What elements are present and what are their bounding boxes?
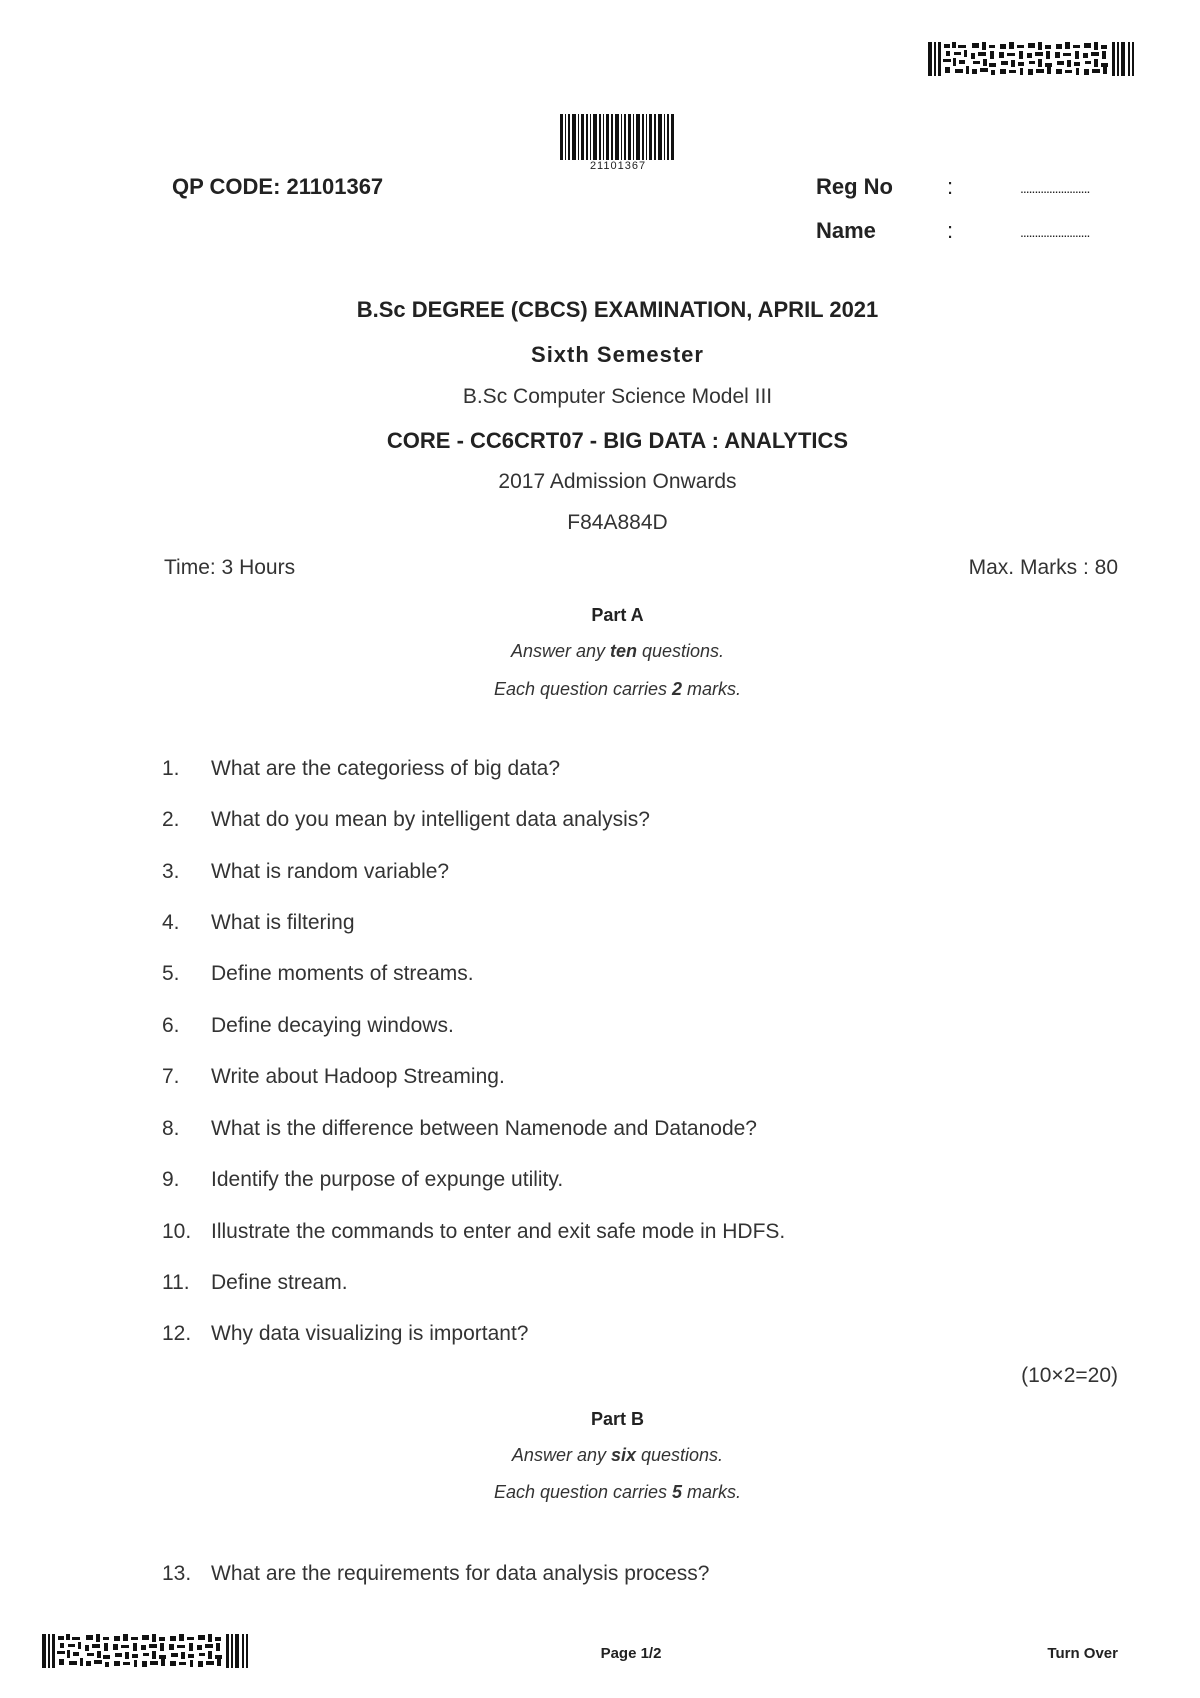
question: 3. What is random variable? — [162, 860, 450, 883]
question: 12. Why data visualizing is important? — [162, 1322, 529, 1345]
question: 9. Identify the purpose of expunge utility. — [162, 1168, 564, 1191]
barcode-number: 21101367 — [589, 160, 647, 172]
exam-course: CORE - CC6CRT07 - BIG DATA : ANALYTICS — [386, 428, 849, 453]
question: 8. What is the difference between Namenode and Datanode? — [162, 1117, 757, 1140]
barcode-center-icon — [560, 114, 676, 160]
barcode-bottom-left-icon — [42, 1634, 248, 1668]
exam-title: B.Sc DEGREE (CBCS) EXAMINATION, APRIL 2021 — [356, 297, 879, 322]
part-b-instruction-1: Answer any six questions. — [511, 1445, 724, 1465]
question: 2. What do you mean by intelligent data analysis? — [162, 808, 650, 831]
page-number: Page 1/2 — [600, 1645, 662, 1662]
name-colon: : — [947, 218, 954, 243]
part-a-instruction-2: Each question carries 2 marks. — [493, 679, 742, 699]
barcode-top-right-icon — [928, 42, 1134, 76]
question: 1. What are the categoriess of big data? — [162, 757, 561, 780]
part-a-total: (10×2=20) — [1021, 1364, 1118, 1387]
exam-max-marks: Max. Marks : 80 — [968, 556, 1118, 579]
question: 4. What is filtering — [162, 911, 355, 934]
reg-no-field[interactable]: ........................ — [1020, 180, 1090, 196]
name-field[interactable]: ........................ — [1020, 224, 1090, 240]
part-b-instruction-2: Each question carries 5 marks. — [493, 1482, 742, 1502]
question: 11. Define stream. — [162, 1271, 348, 1294]
part-b-title: Part B — [590, 1409, 644, 1429]
exam-time: Time: 3 Hours — [164, 556, 296, 579]
question: 5. Define moments of streams. — [162, 962, 474, 985]
exam-code: F84A884D — [567, 511, 668, 534]
question: 7. Write about Hadoop Streaming. — [162, 1065, 505, 1088]
reg-no-colon: : — [947, 174, 954, 199]
qp-code: QP CODE: 21101367 — [172, 174, 384, 199]
question: 10. Illustrate the commands to enter and exit safe mode in HDFS. — [162, 1220, 786, 1243]
exam-semester: Sixth Semester — [531, 342, 704, 367]
part-a-title: Part A — [591, 605, 644, 625]
question: 13. What are the requirements for data analysis process? — [162, 1562, 710, 1585]
part-a-instruction-1: Answer any ten questions. — [510, 641, 725, 661]
reg-no-label: Reg No — [816, 174, 893, 199]
exam-program: B.Sc Computer Science Model III — [462, 385, 773, 408]
question: 6. Define decaying windows. — [162, 1014, 454, 1037]
name-label: Name — [816, 218, 876, 243]
exam-admission: 2017 Admission Onwards — [498, 470, 737, 493]
turn-over: Turn Over — [1047, 1645, 1118, 1662]
